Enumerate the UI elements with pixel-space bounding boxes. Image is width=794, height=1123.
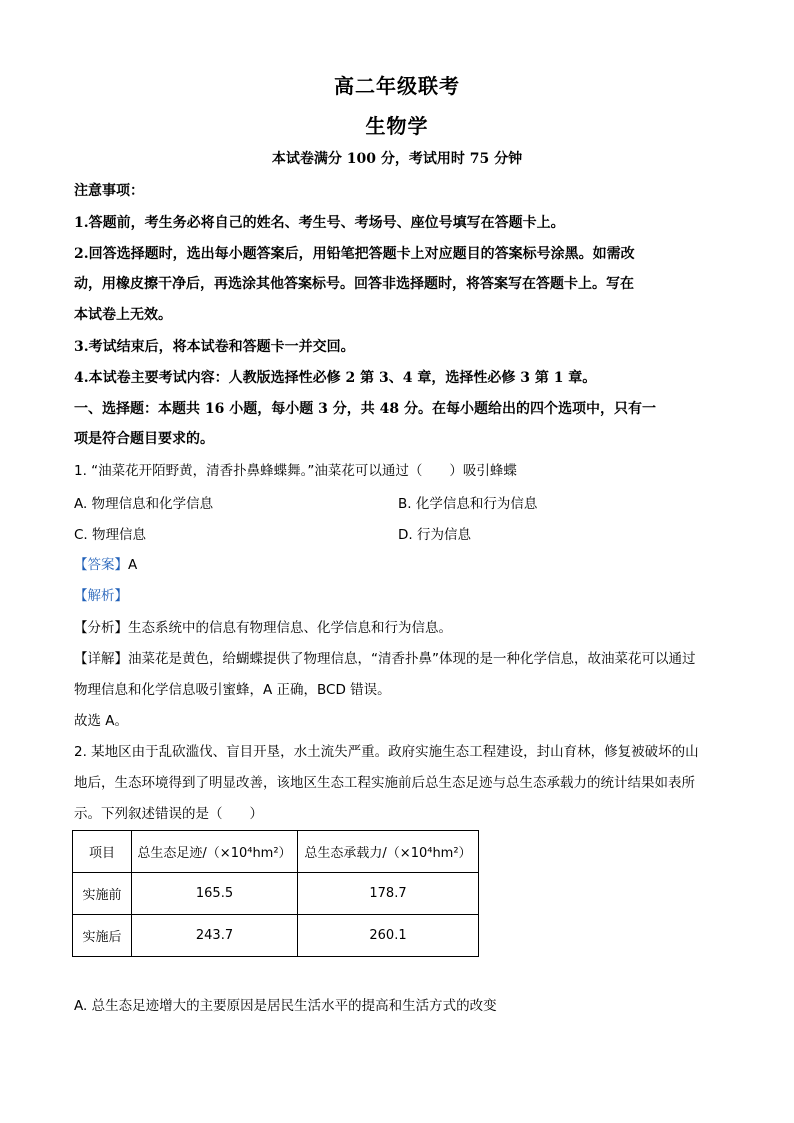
q1-answer-row (74, 554, 724, 576)
q1-jiexi-row (74, 585, 724, 607)
q1-option-d: D. 行为信息 (398, 527, 471, 543)
xiangjie-tag: 【详解】 (74, 651, 128, 667)
note-item-2-line-2: 动，用橡皮擦干净后，再选涂其他答案标号。回答非选择题时，将答案写在答题卡上。写在 (74, 276, 634, 292)
q1-option-c: C. 物理信息 (74, 527, 147, 543)
note-item-1: 1.答题前，考生务必将自己的姓名、考生号、考场号、座位号填写在答题卡上。 (74, 215, 565, 231)
answer-value: A (128, 557, 138, 573)
table-cell: 实施前 (73, 873, 132, 915)
table-row (73, 873, 479, 915)
q2-data-table (72, 830, 479, 957)
table-cell: 243.7 (132, 915, 298, 957)
table-cell: 165.5 (132, 873, 298, 915)
answer-tag: 【答案】 (74, 557, 128, 573)
q1-xiangjie-line-2: 物理信息和化学信息吸引蜜蜂，A 正确，BCD 错误。 (74, 682, 391, 698)
section-heading-line-1: 一、选择题：本题共 16 小题，每小题 3 分，共 48 分。在每小题给出的四个选项中，只有一 (74, 401, 656, 417)
table-header-cell: 总生态足迹/（×10⁴hm²） (132, 831, 298, 873)
notes-heading: 注意事项： (74, 183, 144, 199)
q1-option-a: A. 物理信息和化学信息 (74, 496, 214, 512)
q1-fenxi-row (74, 617, 724, 639)
note-item-4: 4.本试卷主要考试内容：人教版选择性必修 2 第 3、4 章，选择性必修 3 第 1 章。 (74, 370, 597, 386)
fenxi-tag: 【分析】 (74, 620, 128, 636)
q1-xiangjie-row (74, 648, 724, 670)
table-cell: 实施后 (73, 915, 132, 957)
q2-option-a: A. 总生态足迹增大的主要原因是居民生活水平的提高和生活方式的改变 (74, 998, 497, 1014)
section-heading-line-2: 项是符合题目要求的。 (74, 431, 214, 447)
exam-info: 本试卷满分 100 分，考试用时 75 分钟 (271, 151, 523, 167)
exam-title: 高二年级联考 (334, 74, 460, 98)
table-cell: 178.7 (298, 873, 479, 915)
q2-stem-line-1: 2. 某地区由于乱砍滥伐、盲目开垦，水土流失严重。政府实施生态工程建设，封山育林，修复被破坏的山 (74, 744, 699, 760)
table-header-cell: 项目 (73, 831, 132, 873)
table-row (73, 915, 479, 957)
jiexi-tag: 【解析】 (74, 588, 128, 604)
subject-title: 生物学 (365, 114, 429, 138)
q1-option-b: B. 化学信息和行为信息 (398, 496, 538, 512)
table-header-cell: 总生态承载力/（×10⁴hm²） (298, 831, 479, 873)
xiangjie-text-1: 油菜花是黄色，给蝴蝶提供了物理信息，“清香扑鼻”体现的是一种化学信息，故油菜花可以通过 (128, 651, 696, 667)
note-item-3: 3.考试结束后，将本试卷和答题卡一并交回。 (74, 339, 355, 355)
q2-stem-line-2: 地后，生态环境得到了明显改善，该地区生态工程实施前后总生态足迹与总生态承载力的统计结果如表所 (74, 775, 695, 791)
table-header-row (73, 831, 479, 873)
q2-stem-line-3: 示。下列叙述错误的是（ ） (74, 806, 263, 822)
q1-stem: 1. “油菜花开陌野黄，清香扑鼻蜂蝶舞。”油菜花可以通过（ ）吸引蜂蝶 (74, 463, 517, 479)
note-item-2-line-1: 2.回答选择题时，选出每小题答案后，用铅笔把答题卡上对应题目的答案标号涂黑。如需改 (74, 246, 635, 262)
q1-conclusion: 故选 A。 (74, 713, 129, 729)
fenxi-text: 生态系统中的信息有物理信息、化学信息和行为信息。 (128, 620, 452, 636)
table-cell: 260.1 (298, 915, 479, 957)
note-item-2-line-3: 本试卷上无效。 (74, 307, 172, 323)
